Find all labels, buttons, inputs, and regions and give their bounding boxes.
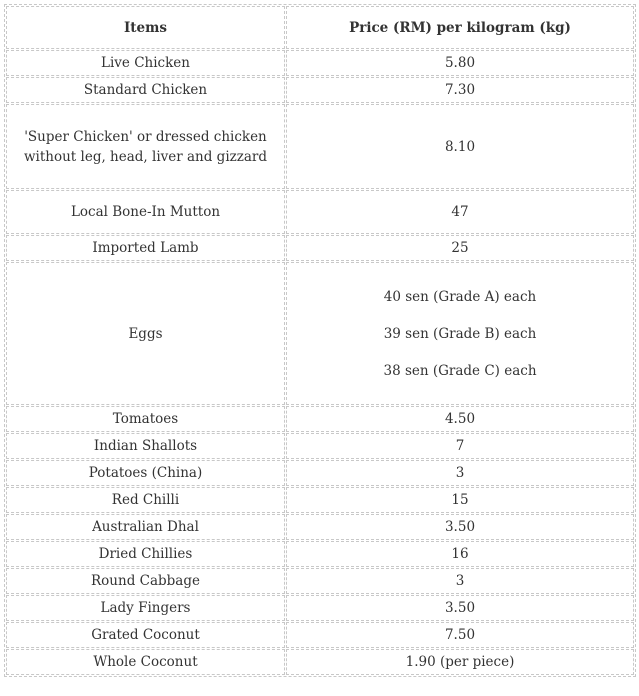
price-cell: 7: [286, 433, 634, 459]
item-cell: Red Chilli: [6, 487, 285, 513]
table-row: [6, 568, 634, 594]
table-row: [6, 514, 634, 540]
table-row: [6, 50, 634, 76]
table-row: [6, 433, 634, 459]
item-cell: Dried Chillies: [6, 541, 285, 567]
price-cell: 3.50: [286, 514, 634, 540]
price-cell: 8.10: [286, 104, 634, 189]
table-row: [6, 595, 634, 621]
item-cell: Indian Shallots: [6, 433, 285, 459]
table-row: [6, 622, 634, 648]
table-row: [6, 77, 634, 103]
table-row: [6, 262, 634, 405]
item-cell: Eggs: [6, 262, 285, 405]
item-line: 'Super Chicken' or dressed chicken: [24, 128, 267, 145]
item-cell: Australian Dhal: [6, 514, 285, 540]
item-cell: Lady Fingers: [6, 595, 285, 621]
table-row: [6, 487, 634, 513]
price-cell: 25: [286, 235, 634, 261]
header-price: Price (RM) per kilogram (kg): [286, 6, 634, 49]
price-cell: 3: [286, 460, 634, 486]
price-cell: [286, 262, 634, 405]
price-table: [4, 4, 636, 677]
item-cell: Local Bone-In Mutton: [6, 190, 285, 234]
item-cell: Imported Lamb: [6, 235, 285, 261]
price-cell: 7.50: [286, 622, 634, 648]
item-cell: Standard Chicken: [6, 77, 285, 103]
table-header-row: [6, 6, 634, 49]
price-cell: 15: [286, 487, 634, 513]
price-cell: 7.30: [286, 77, 634, 103]
price-cell: 16: [286, 541, 634, 567]
price-cell: 3: [286, 568, 634, 594]
price-cell: 5.80: [286, 50, 634, 76]
item-cell: Whole Coconut: [6, 649, 285, 675]
egg-price-line: 39 sen (Grade B) each: [383, 325, 537, 342]
price-cell: 4.50: [286, 406, 634, 432]
table-row: [6, 104, 634, 189]
table-row: [6, 406, 634, 432]
price-cell: 1.90 (per piece): [286, 649, 634, 675]
table-row: [6, 460, 634, 486]
table-row: [6, 190, 634, 234]
item-cell: [6, 104, 285, 189]
egg-price-line: 38 sen (Grade C) each: [383, 362, 537, 379]
table-row: [6, 541, 634, 567]
item-cell: Round Cabbage: [6, 568, 285, 594]
price-cell: 3.50: [286, 595, 634, 621]
price-cell: 47: [286, 190, 634, 234]
item-cell: Live Chicken: [6, 50, 285, 76]
item-cell: Tomatoes: [6, 406, 285, 432]
header-items: Items: [6, 6, 285, 49]
table-row: [6, 649, 634, 675]
item-line: without leg, head, liver and gizzard: [23, 148, 268, 165]
item-cell: Potatoes (China): [6, 460, 285, 486]
item-cell: Grated Coconut: [6, 622, 285, 648]
table-row: [6, 235, 634, 261]
egg-price-line: 40 sen (Grade A) each: [383, 288, 537, 305]
